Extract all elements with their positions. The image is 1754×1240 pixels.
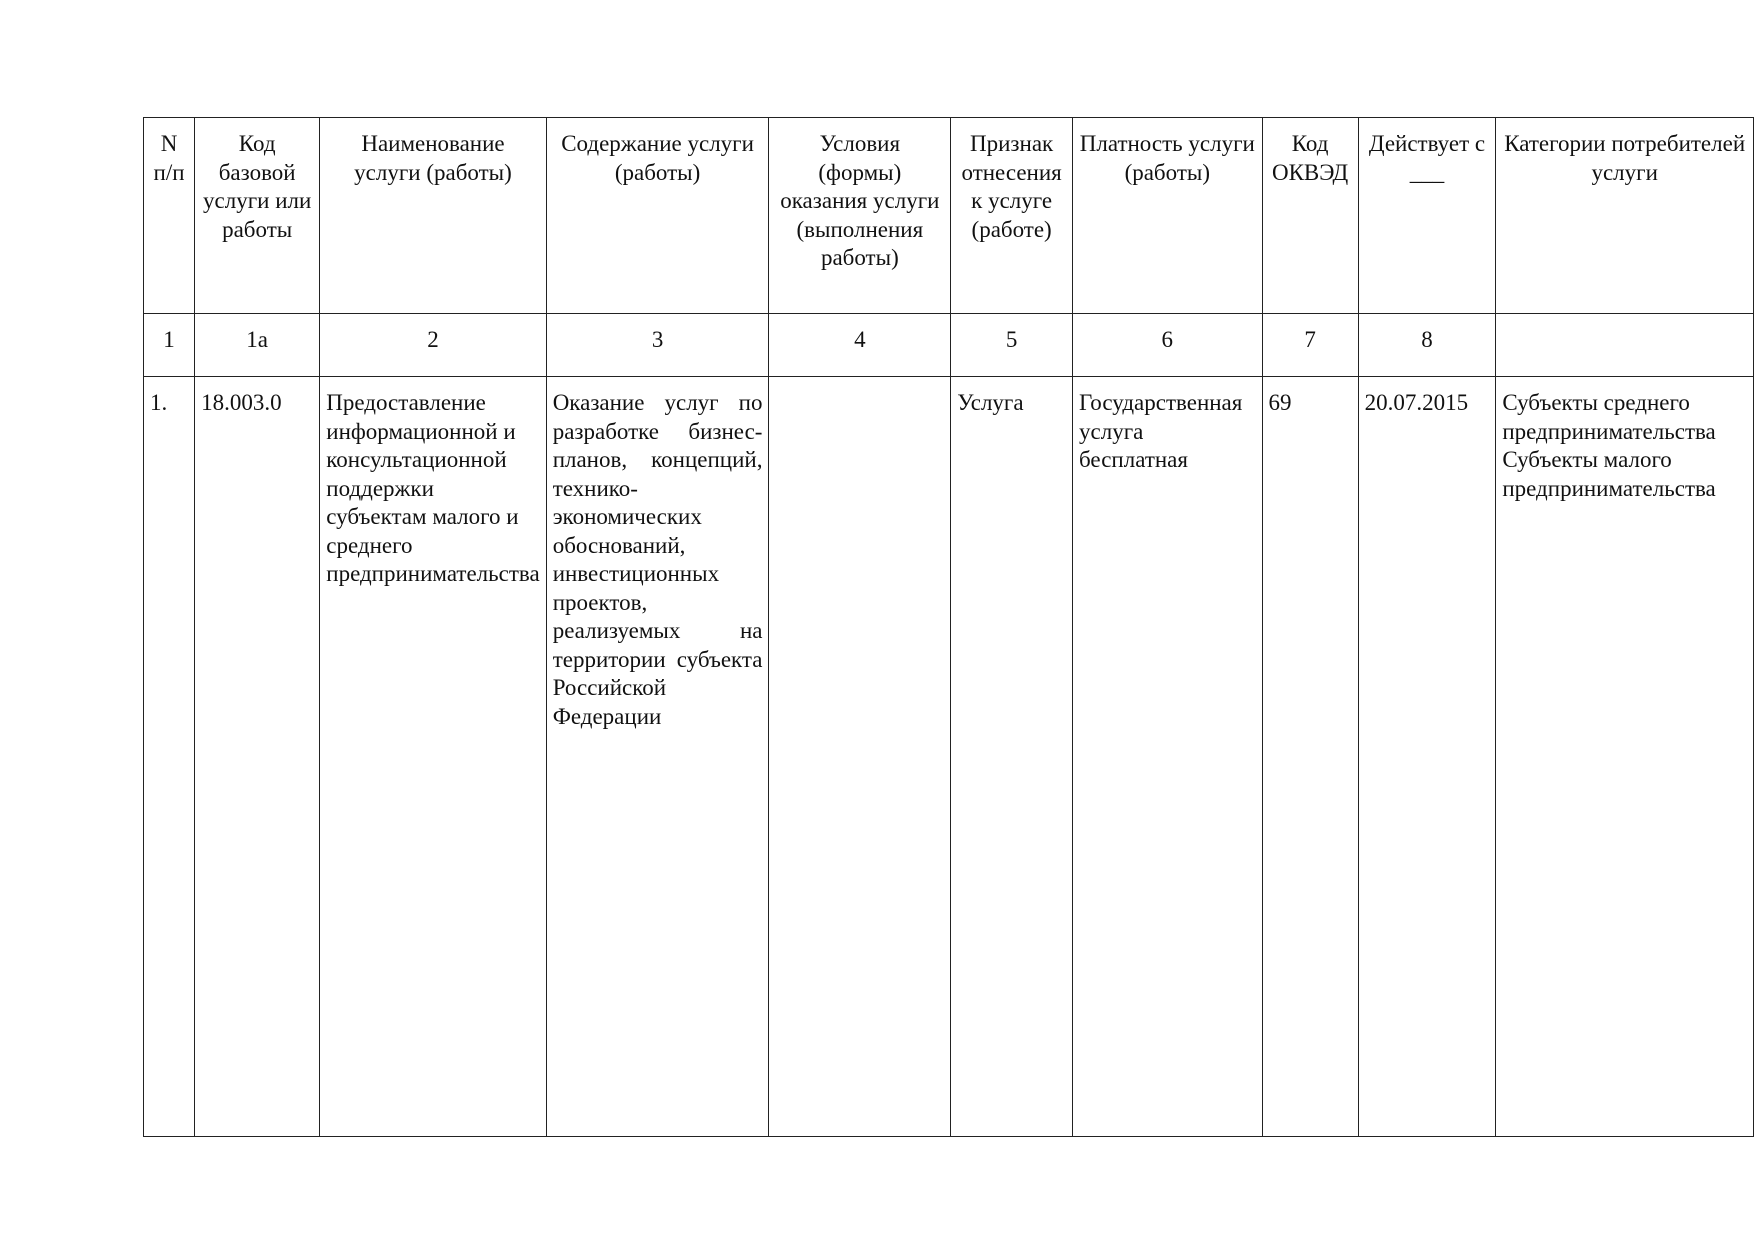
services-registry-table [143, 117, 1754, 1137]
header-num: N п/п [144, 118, 195, 314]
column-number-row [144, 314, 1754, 377]
header-okved: Код ОКВЭД [1262, 118, 1358, 314]
header-categories: Категории потребителей услуги [1496, 118, 1754, 314]
category-line: предпринимательства [1502, 475, 1716, 501]
column-number: 6 [1073, 314, 1263, 377]
header-conditions: Условия (формы) оказания услуги (выполнения работы) [769, 118, 951, 314]
category-line: Субъекты малого [1502, 447, 1672, 472]
column-number: 8 [1358, 314, 1496, 377]
table-row [144, 377, 1754, 1137]
header-effective-from: Действует с ___ [1358, 118, 1496, 314]
column-number: 3 [546, 314, 769, 377]
column-number: 1 [144, 314, 195, 377]
row-service-name: Предоставление информационной и консультационной поддержки субъектам малого и среднего предпринимательства [320, 377, 546, 1137]
column-number: 5 [951, 314, 1073, 377]
row-attribute: Услуга [951, 377, 1073, 1137]
column-number: 1а [195, 314, 320, 377]
row-num: 1. [144, 377, 195, 1137]
header-payment: Платность услуги (работы) [1073, 118, 1263, 314]
row-categories [1496, 377, 1754, 1137]
column-number: 4 [769, 314, 951, 377]
header-content: Содержание услуги (работы) [546, 118, 769, 314]
column-number: 7 [1262, 314, 1358, 377]
row-okved: 69 [1262, 377, 1358, 1137]
row-base-code: 18.003.0 [195, 377, 320, 1137]
header-attribute: Признак отнесения к услуге (работе) [951, 118, 1073, 314]
row-conditions [769, 377, 951, 1137]
header-row [144, 118, 1754, 314]
column-number [1496, 314, 1754, 377]
category-line: предпринимательства [1502, 418, 1716, 444]
category-line: Субъекты среднего [1502, 390, 1690, 415]
header-base-code: Код базовой услуги или работы [195, 118, 320, 314]
row-payment: Государственная услуга бесплатная [1073, 377, 1263, 1137]
header-service-name: Наименование услуги (работы) [320, 118, 546, 314]
row-effective-from: 20.07.2015 [1358, 377, 1496, 1137]
column-number: 2 [320, 314, 546, 377]
row-content: Оказание услуг по разработке бизнес-планов, концепций, технико-экономических обоснований, инвестиционных проектов, реализуемых на территории субъекта Российской Федерации [546, 377, 769, 1137]
